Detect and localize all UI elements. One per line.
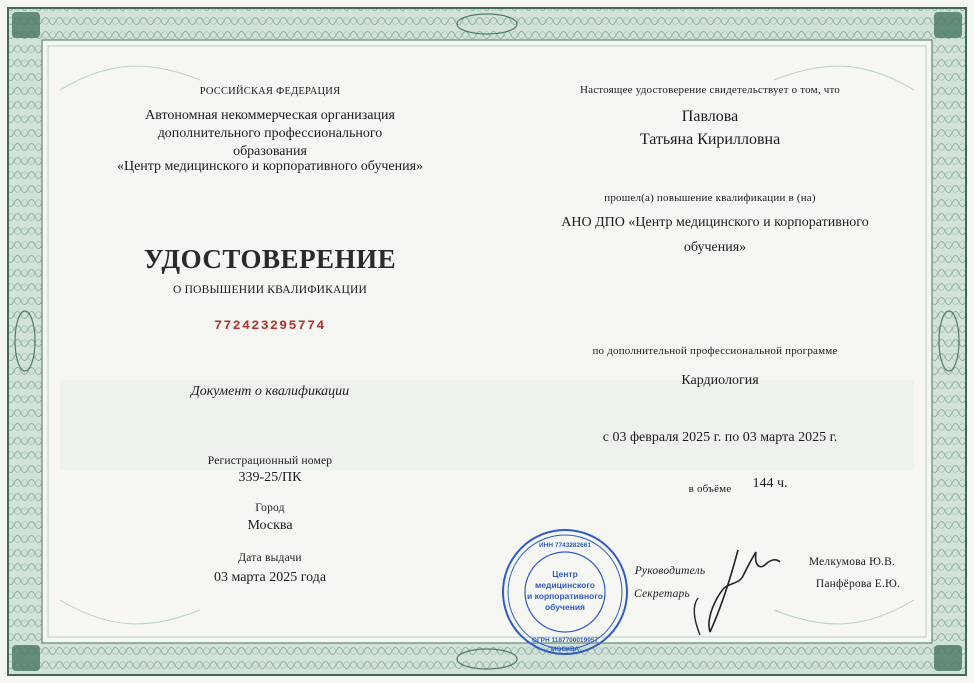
seal-city: МОСКВА (550, 646, 580, 653)
program-name: Кардиология (681, 373, 759, 388)
training-org-line-1: АНО ДПО «Центр медицинского и корпоративного (561, 215, 869, 230)
org-line-4: «Центр медицинского и корпоративного обучения» (116, 159, 424, 174)
program-label: по дополнительной профессиональной программе (592, 345, 838, 357)
org-line-2: дополнительного профессионального (157, 126, 383, 141)
issue-date: 03 марта 2025 года (213, 570, 327, 585)
registration-number: 339-25/ПК (238, 470, 302, 485)
city-label: Город (255, 502, 285, 514)
seal-line-4: обучения (544, 602, 586, 612)
holder-surname: Павлова (681, 108, 739, 125)
signature (680, 540, 800, 640)
document-subtitle: О ПОВЫШЕНИИ КВАЛИФИКАЦИИ (172, 284, 367, 296)
volume-label: в объёме (688, 483, 732, 495)
city-value: Москва (247, 518, 293, 533)
country-label: РОССИЙСКАЯ ФЕДЕРАЦИЯ (199, 86, 341, 97)
head-label: Руководитель (634, 565, 706, 577)
org-line-1: Автономная некоммерческая организация (145, 108, 395, 123)
document-title: УДОСТОВЕРЕНИЕ (143, 244, 397, 274)
head-name: Мелкумова Ю.В. (808, 556, 896, 568)
volume-value: 144 ч. (752, 476, 788, 491)
seal-line-1: Центр (552, 569, 578, 579)
training-period: с 03 февраля 2025 г. по 03 марта 2025 г. (602, 430, 838, 445)
registration-label: Регистрационный номер (207, 455, 333, 467)
serial-number: 772423295774 (214, 318, 326, 333)
secretary-label: Секретарь (634, 588, 690, 600)
intro-text: Настоящее удостоверение свидетельствует о том, что (579, 84, 841, 96)
holder-name: Татьяна Кирилловна (639, 131, 781, 148)
document-type: Документ о квалификации (190, 384, 350, 399)
passed-label: прошел(а) повышение квалификации в (на) (604, 192, 816, 204)
training-org-line-2: обучения» (683, 240, 747, 255)
org-line-3: образования (233, 144, 307, 159)
issue-date-label: Дата выдачи (238, 552, 302, 564)
seal-ogrn: ОГРН 1187700019957 (531, 637, 599, 644)
seal-inn: ИНН 7743282661 (538, 542, 592, 549)
seal-line-2: медицинского (535, 580, 595, 590)
secretary-name: Панфёрова Е.Ю. (815, 578, 901, 590)
organization-seal (500, 527, 630, 657)
seal-line-3: и корпоративного (527, 591, 603, 601)
